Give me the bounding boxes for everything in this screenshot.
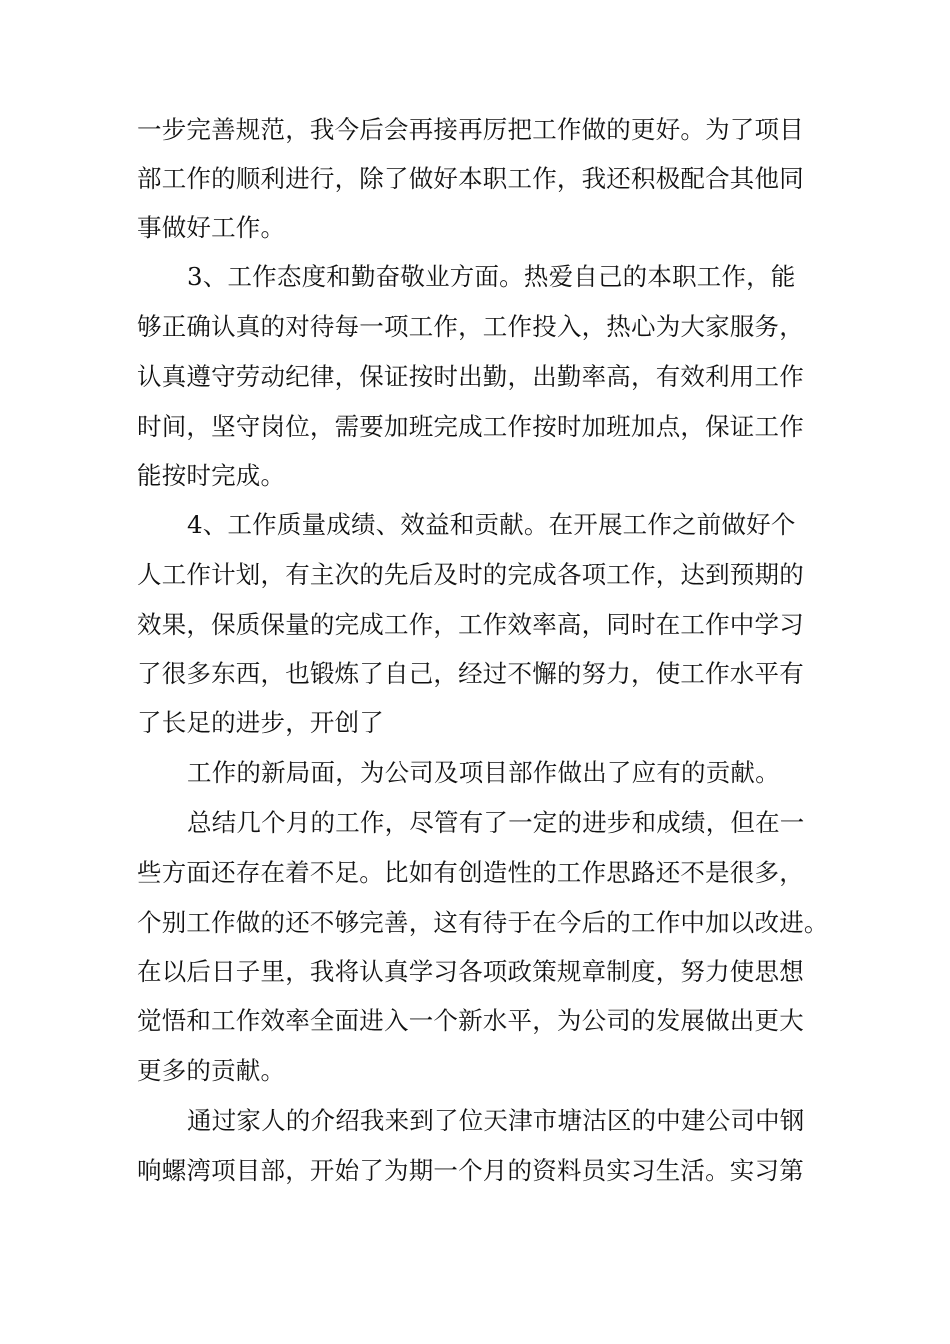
text-line: 能按时完成。 [137,461,286,490]
text-line: 了长足的进步，开创了 [137,708,384,737]
text-line: 响螺湾项目部，开始了为期一个月的资料员实习生活。实习第 [137,1156,804,1185]
paragraph-start-line: 4、工作质量成绩、效益和贡献。在开展工作之前做好个 [187,510,796,539]
text-line: 更多的贡献。 [137,1056,286,1085]
text-line: 了很多东西，也锻炼了自己，经过不懈的努力，使工作水平有 [137,659,804,688]
text-line: 觉悟和工作效率全面进入一个新水平，为公司的发展做出更大 [137,1006,804,1035]
text-line: 部工作的顺利进行，除了做好本职工作，我还积极配合其他同 [137,164,804,193]
paragraph-start-line: 总结几个月的工作，尽管有了一定的进步和成绩，但在一 [187,808,805,837]
text-line: 事做好工作。 [137,213,286,242]
text-line: 些方面还存在着不足。比如有创造性的工作思路还不是很多， [137,858,804,887]
text-line: 认真遵守劳动纪律，保证按时出勤，出勤率高，有效利用工作 [137,362,804,391]
text-line: 一步完善规范，我今后会再接再厉把工作做的更好。为了项目 [137,115,804,144]
text-line: 个别工作做的还不够完善，这有待于在今后的工作中加以改进。 [137,908,829,937]
text-line: 效果，保质保量的完成工作，工作效率高，同时在工作中学习 [137,610,804,639]
text-line: 够正确认真的对待每一项工作，工作投入，热心为大家服务， [137,312,804,341]
text-line: 在以后日子里，我将认真学习各项政策规章制度，努力使思想 [137,957,804,986]
paragraph-start-line: 3、工作态度和勤奋敬业方面。热爱自己的本职工作，能 [187,262,796,291]
paragraph-start-line: 通过家人的介绍我来到了位天津市塘沽区的中建公司中钢 [187,1106,805,1135]
text-line: 时间，坚守岗位，需要加班完成工作按时加班加点，保证工作 [137,412,804,441]
text-line: 人工作计划，有主次的先后及时的完成各项工作，达到预期的 [137,560,804,589]
paragraph-start-line: 工作的新局面，为公司及项目部作做出了应有的贡献。 [187,758,780,787]
